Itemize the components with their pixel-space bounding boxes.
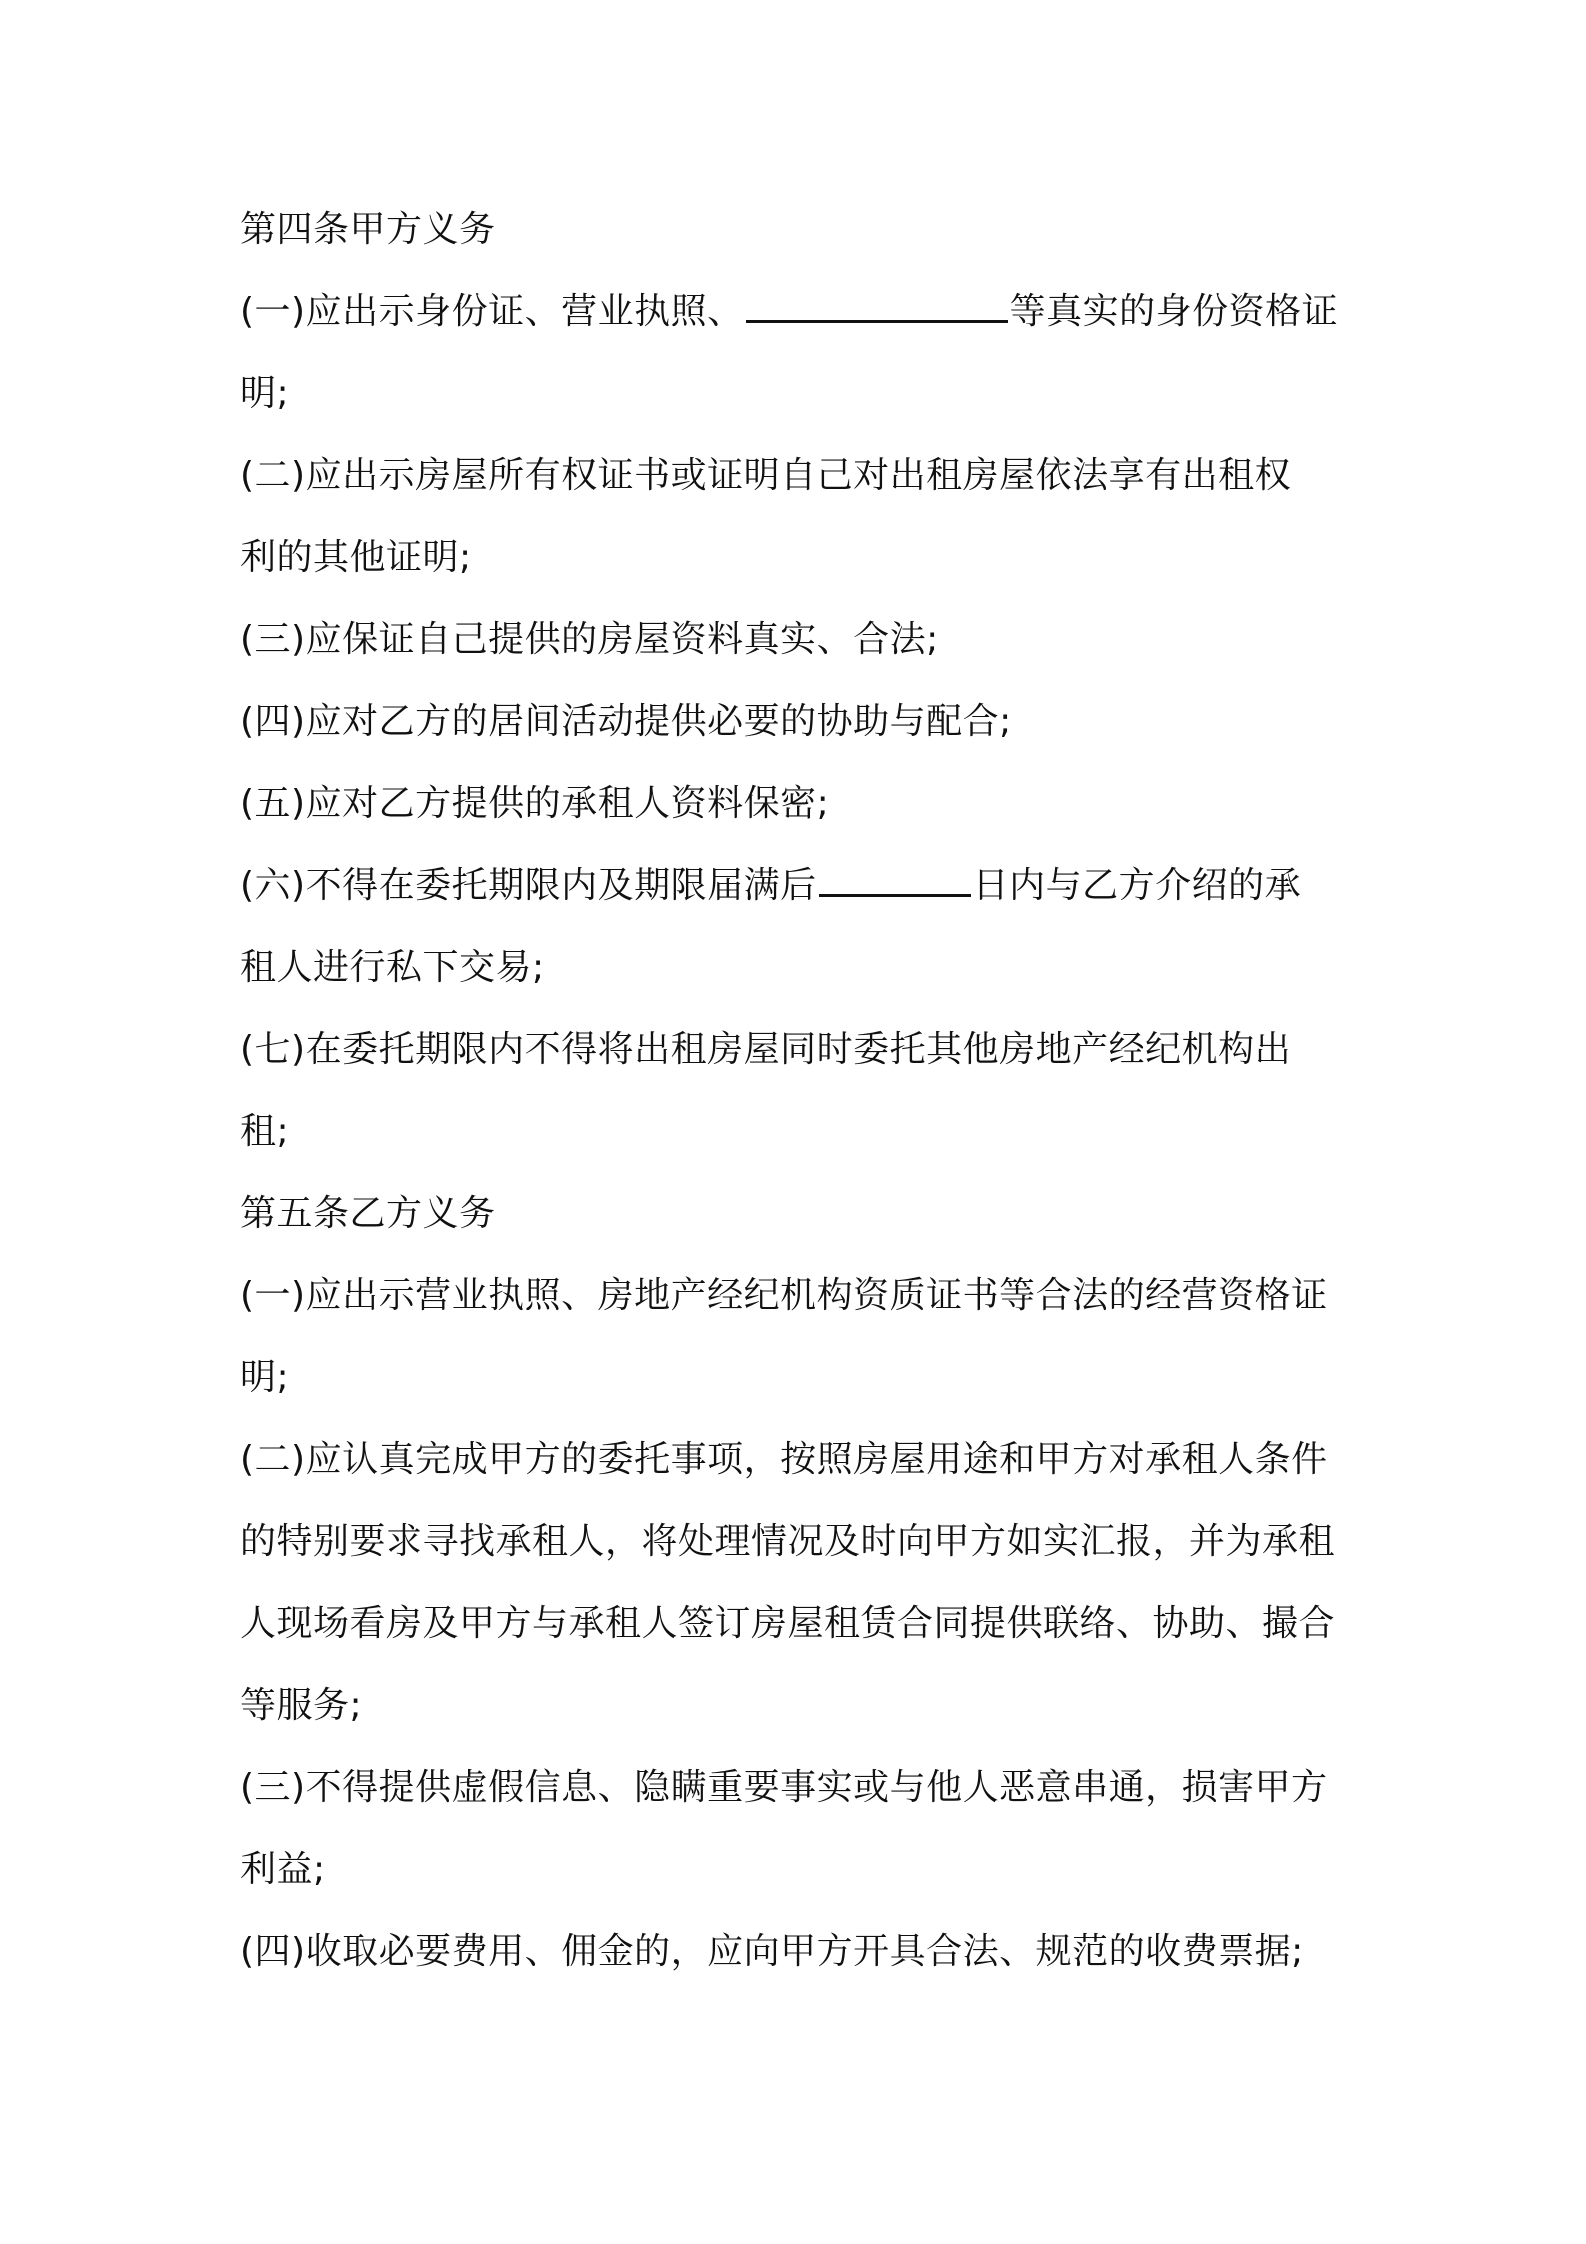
article-4-item-6-line-2: 租人进行私下交易;: [240, 947, 545, 988]
article-4-item-2-line-2: 利的其他证明;: [240, 537, 472, 578]
article-5-item-2-line-3: 人现场看房及甲方与承租人签订房屋租赁合同提供联络、协助、撮合: [240, 1603, 1336, 1644]
article-4-heading: 第四条甲方义务: [240, 209, 496, 250]
article-5-item-1-line-1: (一)应出示营业执照、房地产经纪机构资质证书等合法的经营资格证: [240, 1275, 1328, 1316]
article-5-heading: 第五条乙方义务: [240, 1193, 496, 1234]
article-5-item-1-line-2: 明;: [240, 1357, 290, 1398]
article-5-item-3-line-2: 利益;: [240, 1849, 326, 1890]
article-5-item-2-line-4: 等服务;: [240, 1685, 363, 1726]
item-text: (六)不得在委托期限内及期限届满后: [240, 865, 817, 906]
article-5-item-2-line-1: (二)应认真完成甲方的委托事项，按照房屋用途和甲方对承租人条件: [240, 1439, 1328, 1480]
article-4-item-5: (五)应对乙方提供的承租人资料保密;: [240, 783, 830, 824]
item-text: 等真实的身份资格证: [1009, 291, 1339, 332]
item-text: 日内与乙方介绍的承: [972, 865, 1302, 906]
fill-in-blank[interactable]: [746, 290, 1008, 323]
article-4-item-3: (三)应保证自己提供的房屋资料真实、合法;: [240, 619, 939, 660]
article-4-item-6-line-1: [240, 862, 1360, 910]
fill-in-blank[interactable]: [819, 864, 971, 897]
article-4-item-1-line-1: [240, 288, 1360, 336]
article-4-item-1-line-2: 明;: [240, 373, 290, 414]
article-4-item-7-line-2: 租;: [240, 1111, 290, 1152]
item-text: (一)应出示身份证、营业执照、: [240, 291, 744, 332]
article-4-item-4: (四)应对乙方的居间活动提供必要的协助与配合;: [240, 701, 1012, 742]
article-5-item-3-line-1: (三)不得提供虚假信息、隐瞒重要事实或与他人恶意串通，损害甲方: [240, 1767, 1328, 1808]
article-4-item-2-line-1: (二)应出示房屋所有权证书或证明自己对出租房屋依法享有出租权: [240, 455, 1292, 496]
article-5-item-2-line-2: 的特别要求寻找承租人，将处理情况及时向甲方如实汇报，并为承租: [240, 1521, 1336, 1562]
article-5-item-4: (四)收取必要费用、佣金的，应向甲方开具合法、规范的收费票据;: [240, 1931, 1304, 1972]
article-4-item-7-line-1: (七)在委托期限内不得将出租房屋同时委托其他房地产经纪机构出: [240, 1029, 1292, 1070]
